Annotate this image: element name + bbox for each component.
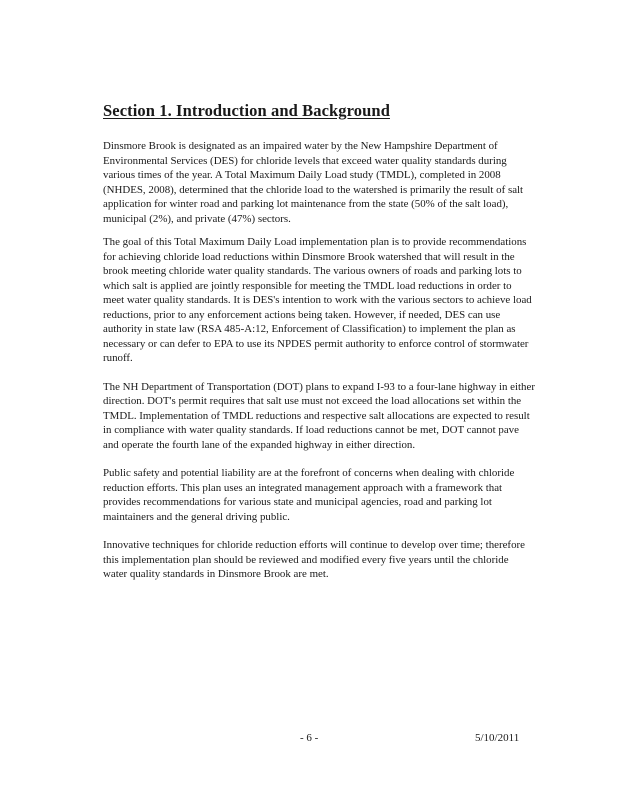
paragraph-public-safety: Public safety and potential liability are at the forefront of concerns when dealing with chloride reduction efforts. This plan uses an integrated management approach with a framework that provides recommendations for various state and municipal agencies, road and parking lot maintainers and the general driving public. <box>103 467 515 523</box>
paragraph-plan-goal: The goal of this Total Maximum Daily Load implementation plan is to provide recommendations for achieving chloride load reductions within Dinsmore Brook watershed that will result in the brook meeting chloride water quality standards. The various owners of roads and parking lots to which salt is applied are jointly responsible for meeting the TMDL load reductions in order to meet water quality standards. It is DES's intention to work with the various sectors to achieve load reductions, prior to any enforcement actions being taken. However, if needed, DES can use authority in state law (RSA 485-A:12, Enforcement of Classification) to implement the plan as necessary or can defer to EPA to use its NPDES permit authority to enforce control of stormwater runoff. <box>103 236 532 364</box>
paragraph-dot-expansion: The NH Department of Transportation (DOT) plans to expand I-93 to a four-lane highway in either direction. DOT's permit requires that salt use must not exceed the load allocations set within the TMDL. Implementation of TMDL reductions and respective salt allocations are expected to result in compliance with water quality standards. If load reductions cannot be met, DOT cannot pave and operate the fourth lane of the expanded highway in either direction. <box>103 380 535 451</box>
body-text <box>103 139 535 596</box>
page-number: - 6 - <box>300 732 319 744</box>
section-heading: Section 1. Introduction and Background <box>103 101 390 120</box>
footer-date: 5/10/2011 <box>475 732 520 744</box>
paragraph-innovative-techniques: Innovative techniques for chloride reduction efforts will continue to develop over time; therefore this implementation plan should be reviewed and modified every five years until the chloride water quality standards in Dinsmore Brook are met. <box>103 539 525 580</box>
paragraph-background: Dinsmore Brook is designated as an impaired water by the New Hampshire Department of Environmental Services (DES) for chloride levels that exceed water quality standards during various times of the year. A Total Maximum Daily Load study (TMDL), completed in 2008 (NHDES, 2008), determined that the chloride load to the watershed is primarily the result of salt application for winter road and parking lot maintenance from the state (50% of the salt load), municipal (2%), and private (47%) sectors. <box>103 140 524 225</box>
